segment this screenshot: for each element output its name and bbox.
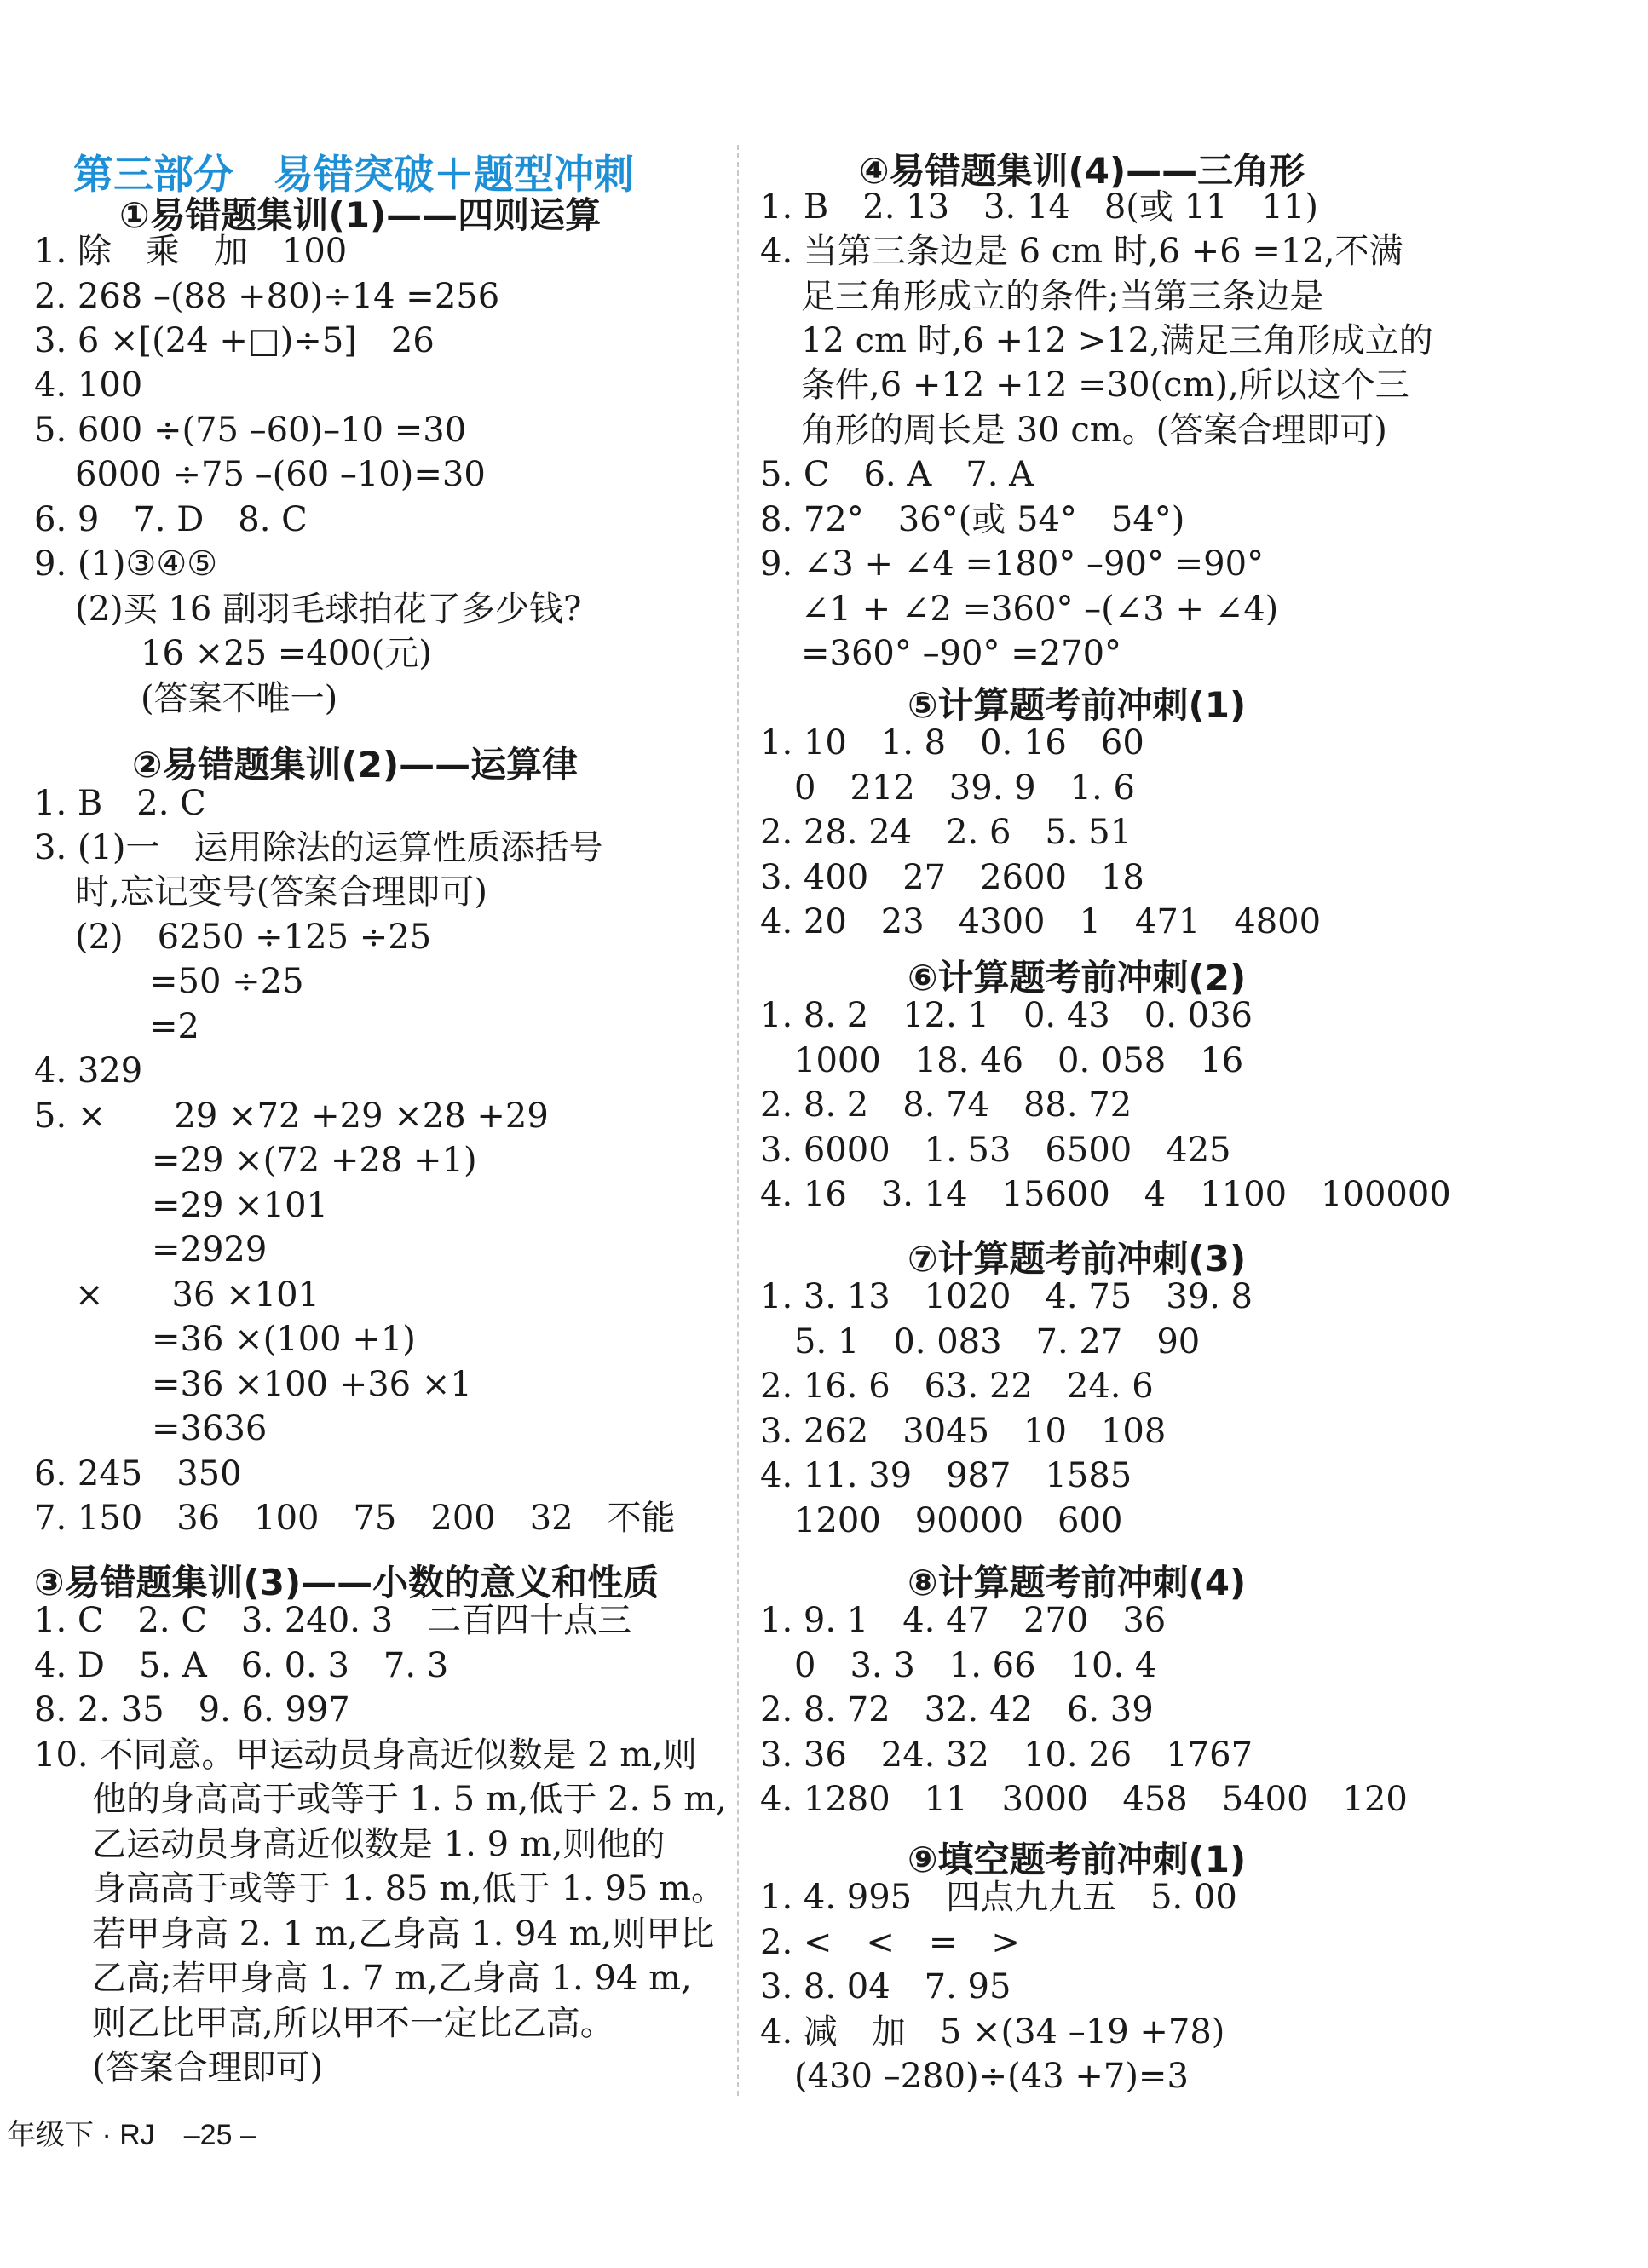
answer-line: 5. × 29 ×72 +29 ×28 +29: [34, 1097, 549, 1136]
answer-line: 16 ×25 =400(元): [141, 634, 432, 673]
answer-line: 若甲身高 2. 1 m,乙身高 1. 94 m,则甲比: [92, 1914, 715, 1954]
answer-line: 4. 11. 39 987 1585: [760, 1456, 1132, 1495]
answer-line: 4. 减 加 5 ×(34 –19 +78): [760, 2012, 1225, 2052]
answer-line: 2. 268 –(88 +80)÷14 =256: [34, 277, 500, 316]
answer-line: 1. C 2. C 3. 240. 3 二百四十点三: [34, 1601, 632, 1640]
answer-line: 2. 28. 24 2. 6 5. 51: [760, 813, 1132, 852]
answer-line: 3. 36 24. 32 10. 26 1767: [760, 1736, 1253, 1775]
answer-line: 4. D 5. A 6. 0. 3 7. 3: [34, 1646, 449, 1685]
answer-line: (2)买 16 副羽毛球拍花了多少钱?: [75, 590, 582, 629]
answer-line: 4. 329: [34, 1051, 143, 1091]
section-title: ⑦计算题考前冲刺(3): [908, 1238, 1247, 1280]
answer-line: 条件,6 +12 +12 =30(cm),所以这个三: [801, 366, 1409, 405]
answer-line: 1. 除 乘 加 100: [34, 232, 348, 271]
answer-line: 1. B 2. C: [34, 784, 206, 823]
answer-line: =36 ×100 +36 ×1: [152, 1365, 472, 1404]
answer-line: 10. 不同意。甲运动员身高近似数是 2 m,则: [34, 1736, 697, 1775]
answer-line: 4. 1280 11 3000 458 5400 120: [760, 1780, 1408, 1819]
answer-line: 3. (1)一 运用除法的运算性质添括号: [34, 828, 603, 867]
answer-line: =3636: [152, 1409, 268, 1448]
answer-line: 3. 400 27 2600 18: [760, 858, 1144, 897]
answer-line: (2) 6250 ÷125 ÷25: [75, 918, 432, 957]
answer-line: 1. 8. 2 12. 1 0. 43 0. 036: [760, 996, 1253, 1035]
answer-line: 乙运动员身高近似数是 1. 9 m,则他的: [92, 1825, 666, 1864]
answer-line: 2. 16. 6 63. 22 24. 6: [760, 1367, 1154, 1406]
answer-line: 3. 262 3045 10 108: [760, 1412, 1167, 1451]
answer-line: =36 ×(100 +1): [152, 1320, 416, 1359]
page-footer: 年级下 · RJ –25 –: [7, 2119, 256, 2151]
section-title: ⑥计算题考前冲刺(2): [908, 957, 1247, 999]
answer-line: 足三角形成立的条件;当第三条边是: [801, 277, 1324, 316]
answer-line: 1. 3. 13 1020 4. 75 39. 8: [760, 1277, 1253, 1316]
answer-line: =2929: [152, 1230, 268, 1269]
answer-line: 时,忘记变号(答案合理即可): [75, 872, 487, 912]
answer-line: 2. 8. 72 32. 42 6. 39: [760, 1690, 1154, 1730]
answer-line: 角形的周长是 30 cm。(答案合理即可): [801, 411, 1387, 450]
answer-line: 则乙比甲高,所以甲不一定比乙高。: [92, 2004, 614, 2043]
section-title: ⑧计算题考前冲刺(4): [908, 1562, 1247, 1603]
answer-line: × 36 ×101: [75, 1275, 320, 1315]
answer-line: 1. 4. 995 四点九九五 5. 00: [760, 1878, 1237, 1917]
answer-line: 4. 100: [34, 366, 143, 405]
answer-line: 乙高;若甲身高 1. 7 m,乙身高 1. 94 m,: [92, 1959, 692, 1998]
answer-line: 7. 150 36 100 75 200 32 不能: [34, 1499, 676, 1538]
answer-line: 6. 9 7. D 8. C: [34, 500, 308, 539]
answer-line: =360° –90° =270°: [801, 634, 1122, 673]
answer-line: 3. 6000 1. 53 6500 425: [760, 1131, 1231, 1170]
section-title: ①易错题集训(1)——四则运算: [119, 194, 602, 236]
answer-line: 6. 245 350: [34, 1454, 242, 1494]
answer-line: (答案不唯一): [141, 679, 338, 718]
answer-line: 身高高于或等于 1. 85 m,低于 1. 95 m。: [92, 1869, 725, 1908]
answer-line: 3. 6 ×[(24 +□)÷5] 26: [34, 321, 435, 360]
answer-line: 1. B 2. 13 3. 14 8(或 11 11): [760, 187, 1318, 227]
answer-line: =50 ÷25: [149, 962, 304, 1001]
answer-line: 5. 600 ÷(75 –60)–10 =30: [34, 411, 467, 450]
answer-line: ∠1 + ∠2 =360° –(∠3 + ∠4): [801, 590, 1279, 629]
answer-line: 2. < < = >: [760, 1923, 1020, 1962]
answer-line: 他的身高高于或等于 1. 5 m,低于 2. 5 m,: [92, 1780, 727, 1819]
answer-line: 9. (1)③④⑤: [34, 544, 218, 584]
answer-line: 1000 18. 46 0. 058 16: [794, 1041, 1244, 1080]
column-divider: [737, 145, 739, 2096]
section-title: ③易错题集训(3)——小数的意义和性质: [34, 1562, 660, 1603]
answer-line: 1200 90000 600: [794, 1501, 1123, 1540]
section-title: ②易错题集训(2)——运算律: [132, 744, 579, 786]
answer-line: 9. ∠3 + ∠4 =180° –90° =90°: [760, 544, 1265, 584]
answer-line: =29 ×(72 +28 +1): [152, 1141, 477, 1180]
answer-line: 4. 16 3. 14 15600 4 1100 100000: [760, 1175, 1451, 1214]
part-title: 第三部分 易错突破＋题型冲刺: [73, 152, 634, 199]
answer-line: 8. 72° 36°(或 54° 54°): [760, 500, 1185, 539]
answer-line: 1. 10 1. 8 0. 16 60: [760, 723, 1144, 763]
answer-line: 5. 1 0. 083 7. 27 90: [794, 1322, 1201, 1361]
section-title: ⑨填空题考前冲刺(1): [908, 1839, 1247, 1880]
answer-line: 0 3. 3 1. 66 10. 4: [794, 1646, 1157, 1685]
answer-line: 8. 2. 35 9. 6. 997: [34, 1690, 350, 1730]
answer-line: 0 212 39. 9 1. 6: [794, 768, 1135, 808]
answer-line: (430 –280)÷(43 +7)=3: [794, 2057, 1189, 2096]
answer-line: 2. 8. 2 8. 74 88. 72: [760, 1085, 1132, 1125]
answer-line: 6000 ÷75 –(60 –10)=30: [75, 455, 486, 494]
answer-line: 4. 20 23 4300 1 471 4800: [760, 902, 1322, 941]
section-title: ④易错题集训(4)——三角形: [859, 150, 1305, 192]
answer-line: =29 ×101: [152, 1186, 328, 1225]
section-title: ⑤计算题考前冲刺(1): [908, 684, 1247, 726]
answer-line: (答案合理即可): [92, 2048, 324, 2087]
answer-line: 5. C 6. A 7. A: [760, 455, 1034, 494]
answer-line: 4. 当第三条边是 6 cm 时,6 +6 =12,不满: [760, 232, 1403, 271]
answer-line: 12 cm 时,6 +12 >12,满足三角形成立的: [801, 321, 1433, 360]
answer-line: =2: [149, 1007, 199, 1046]
answer-line: 3. 8. 04 7. 95: [760, 1967, 1011, 2006]
answer-line: 1. 9. 1 4. 47 270 36: [760, 1601, 1167, 1640]
